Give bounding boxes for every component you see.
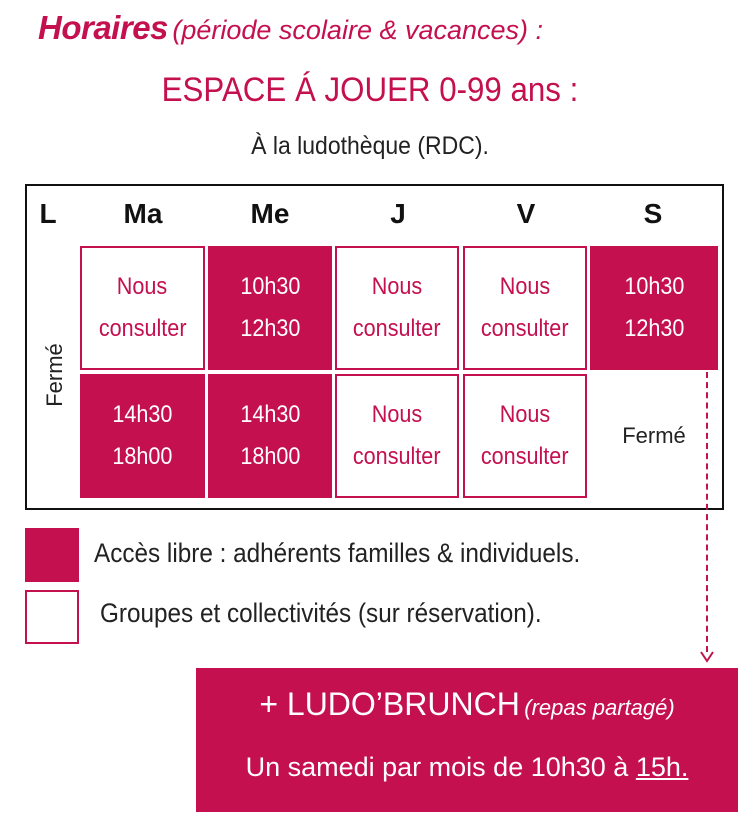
promo-note: (repas partagé) [524,695,675,720]
legend-swatch-open [25,528,79,582]
slot-line: 12h30 [239,315,301,342]
location-text: À la ludothèque (RDC). [251,132,489,160]
section-heading: ESPACE Á JOUER 0-99 ans : [161,71,579,109]
slot-line: 10h30 [623,273,685,300]
slot-thursday-afternoon [335,374,459,498]
legend-open-label: Accès libre : adhérents familles & individuels. [94,538,581,568]
saturday-afternoon-closed: Fermé [622,423,686,448]
promo-title-text: + LUDO’BRUNCH [259,686,520,722]
slot-wednesday-morning [208,246,332,370]
slot-line: 14h30 [239,401,301,428]
legend-swatch-groups [25,590,79,644]
slot-line: Nous [371,401,423,428]
monday-closed-text: Fermé [42,343,67,407]
slot-line: Nous [117,273,168,300]
day-header-tuesday: Ma [123,198,163,229]
day-header-friday: V [516,198,536,229]
slot-tuesday-afternoon [80,374,205,498]
slot-line: Nous [499,401,551,428]
ludo-brunch-banner [196,668,738,812]
dashed-connector [706,372,708,652]
promo-description [196,752,738,783]
slot-line: consulter [481,443,569,470]
slot-wednesday-afternoon [208,374,332,498]
slot-line: Nous [371,273,423,300]
slot-line: Nous [499,273,551,300]
slot-line: consulter [353,315,441,342]
slot-line: consulter [353,443,441,470]
slot-line: 18h00 [112,443,173,470]
arrow-down-icon [700,650,714,664]
slot-line: consulter [481,315,569,342]
day-header-thursday: J [390,198,406,229]
slot-saturday-morning [590,246,718,370]
promo-title [196,686,738,723]
page-subtitle: (période scolaire & vacances) : [172,15,544,45]
legend-groups-label: Groupes et collectivités (sur réservation). [100,598,542,628]
title-line [38,6,543,57]
promo-text-main: Un samedi par mois de 10h30 à [245,752,629,782]
page-title: Horaires [38,9,168,46]
day-header-wednesday: Me [250,198,290,229]
slot-line: consulter [98,315,187,342]
slot-line: 12h30 [623,315,685,342]
day-header-monday: L [39,198,57,229]
monday-closed-label [30,300,80,450]
promo-text-underlined: 15h. [635,752,689,782]
slot-tuesday-morning [80,246,205,370]
slot-friday-morning [463,246,587,370]
slot-line: 10h30 [239,273,301,300]
day-header-saturday: S [643,198,663,229]
slot-line: 14h30 [112,401,173,428]
slot-line: 18h00 [239,443,301,470]
slot-friday-afternoon [463,374,587,498]
slot-thursday-morning [335,246,459,370]
